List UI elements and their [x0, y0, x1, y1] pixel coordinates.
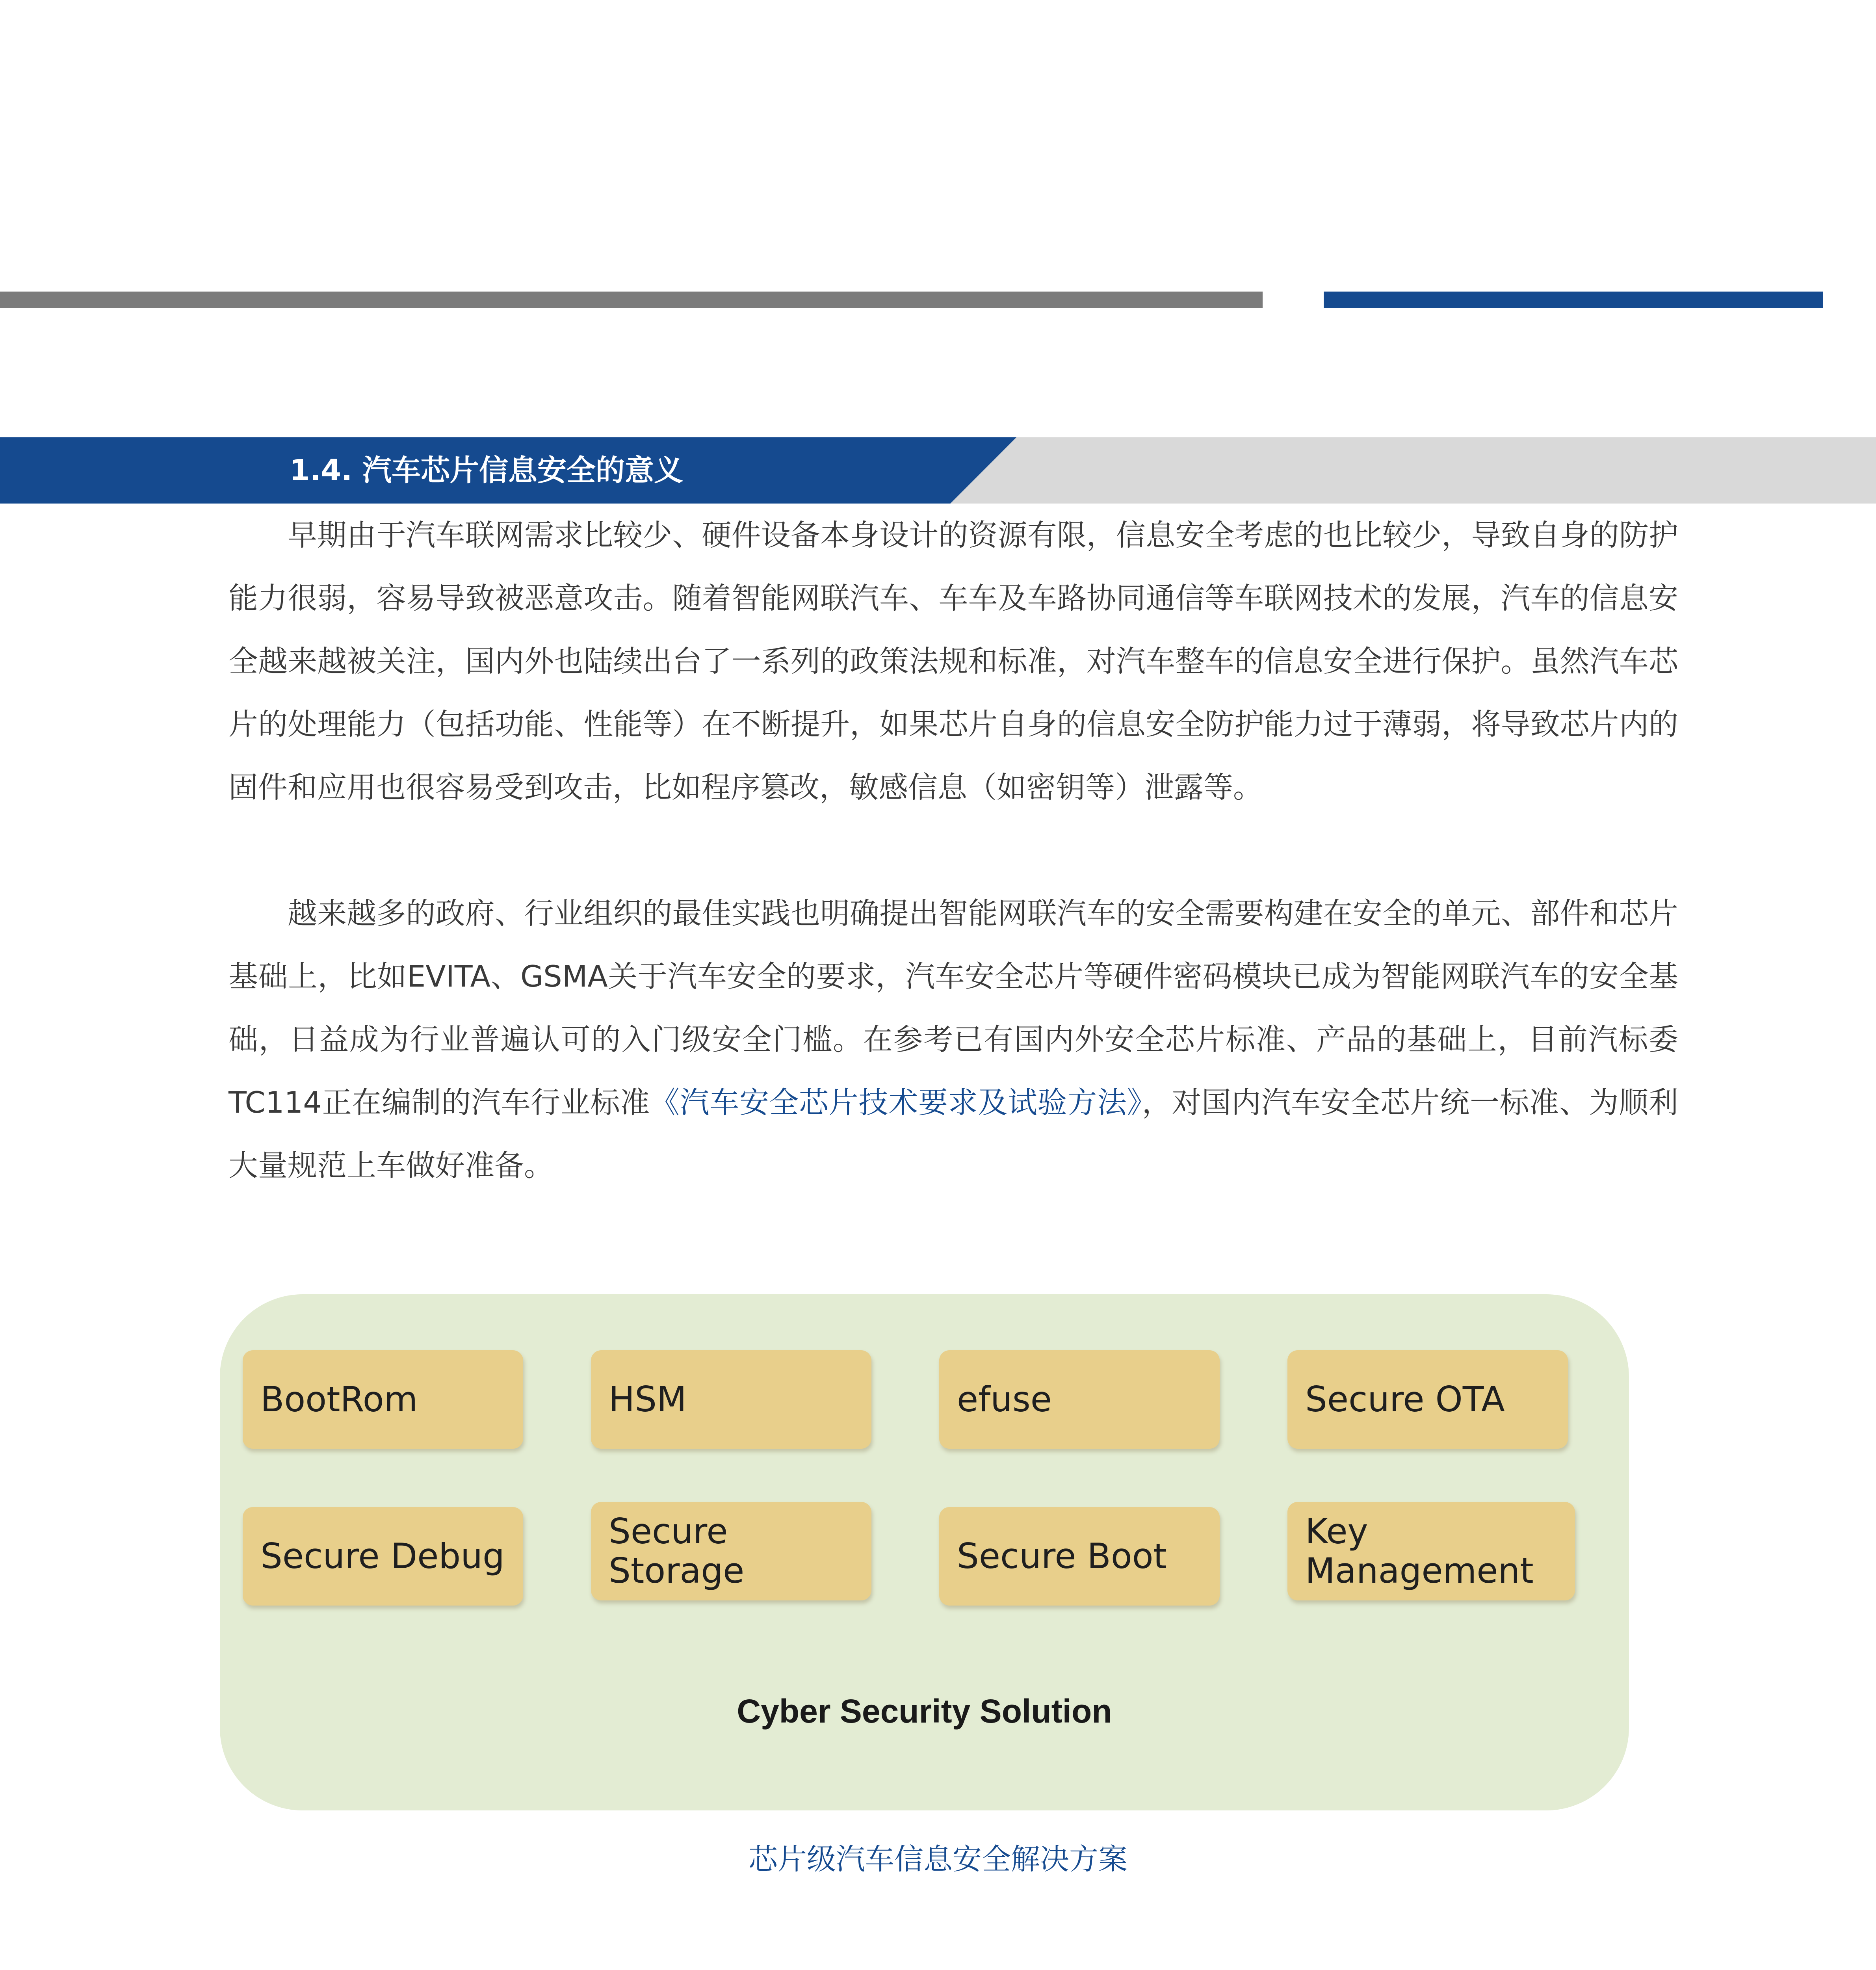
module-secure-boot: Secure Boot — [939, 1507, 1220, 1606]
module-key-management: Key Management — [1287, 1502, 1575, 1600]
paragraph-1: 早期由于汽车联网需求比较少、硬件设备本身设计的资源有限，信息安全考虑的也比较少，导致自身的防护能力很弱，容易导致被恶意攻击。随着智能网联汽车、车车及车路协同通信等车联网技术的发展，汽车的信息安全越来越被关注，国内外也陆续出台了一系列的政策法规和标准，对汽车整车的信息安全进行保护。虽然汽车芯片的处理能力（包括功能、性能等）在不断提升，如果芯片自身的信息安全防护能力过于薄弱，将导致芯片内的固件和应用也很容易受到攻击，比如程序篡改，敏感信息（如密钥等）泄露等。 — [228, 518, 1678, 805]
module-secure-debug: Secure Debug — [243, 1507, 523, 1606]
cyber-security-diagram — [220, 1294, 1629, 1810]
paragraph-2-text-end: ，对国内汽车安全芯片统一标准、为顺利大量规范上车做好准备。 — [228, 1085, 1678, 1183]
header-gray-bar — [0, 292, 1263, 308]
section-title: 1.4. 汽车芯片信息安全的意义 — [290, 453, 683, 487]
module-secure-storage: Secure Storage — [591, 1502, 871, 1600]
diagram-title: Cyber Security Solution — [737, 1693, 1112, 1730]
module-efuse: efuse — [939, 1350, 1220, 1449]
paragraph-2-text-start: 越来越多的政府、行业组织的最佳实践也明确提出智能网联汽车的安全需要构建在安全的单元、部件和芯片基础上，比如EVITA、GSMA关于汽车安全的要求，汽车安全芯片等硬件密码模块已成为智能网联汽车的安全基础，日益成为行业普遍认可的入门级安全门槛。在参考已有国内外安全芯片标准、产品的基础上，目前汽标委TC114正在编制的汽车行业标准 — [228, 896, 1678, 1120]
standard-title-highlight: 《汽车安全芯片技术要求及试验方法》 — [650, 1085, 1142, 1120]
module-bootrom: BootRom — [243, 1350, 523, 1449]
module-hsm: HSM — [591, 1350, 871, 1449]
paragraph-2 — [228, 882, 1678, 1197]
module-secure-ota: Secure OTA — [1287, 1350, 1568, 1449]
figure-caption: 芯片级汽车信息安全解决方案 — [749, 1842, 1127, 1876]
header-blue-bar — [1324, 292, 1823, 308]
